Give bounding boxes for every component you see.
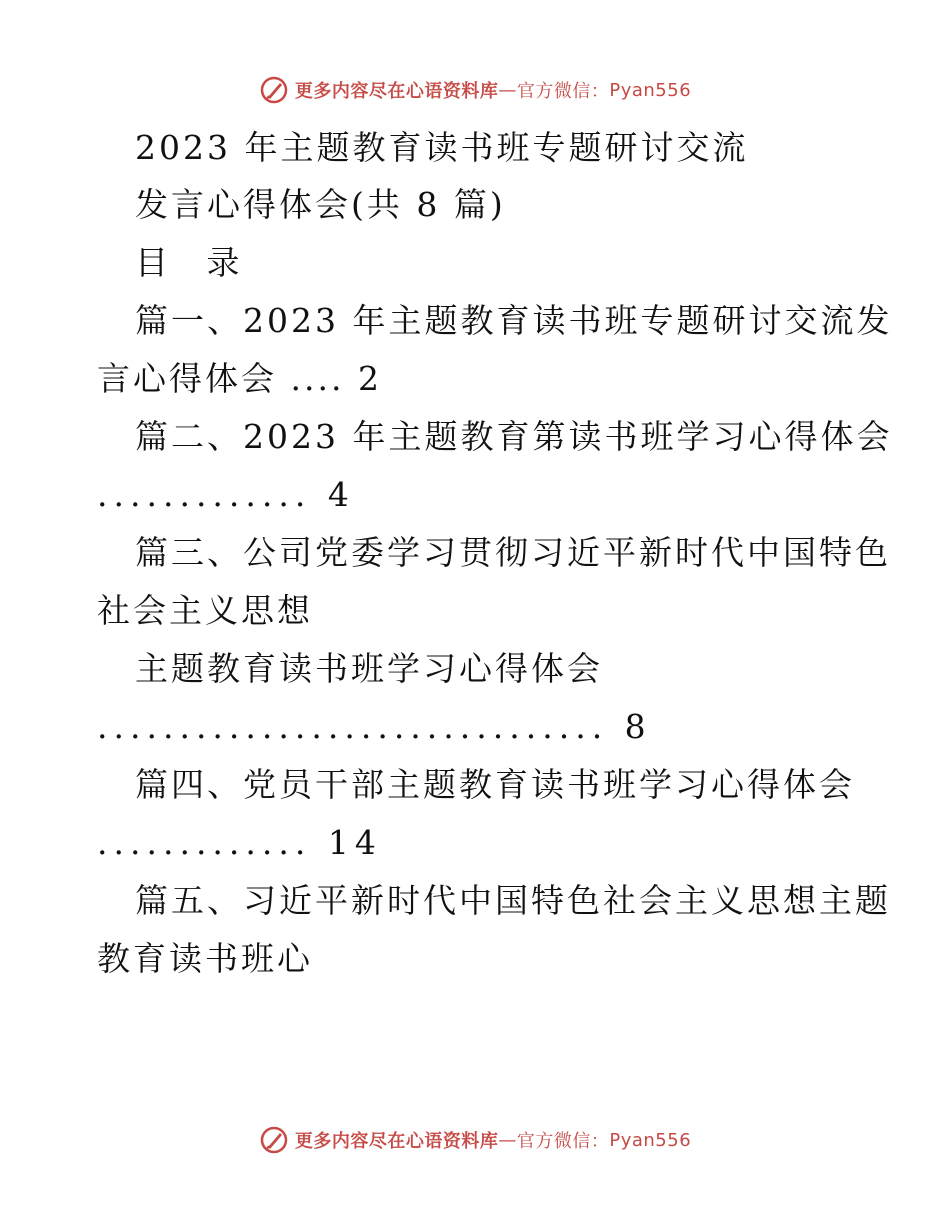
quill-pen-icon — [259, 75, 289, 105]
toc-entry-2-line2[interactable]: ............. 4 — [97, 475, 355, 514]
doc-title-line2: 发言心得体会(共 8 篇) — [135, 185, 506, 224]
toc-entry-5-line1[interactable]: 篇五、习近平新时代中国特色社会主义思想主题 — [135, 881, 891, 920]
watermark-banner-bottom — [0, 1120, 950, 1160]
toc-entry-2-line1[interactable]: 篇二、2023 年主题教育第读书班学习心得体会 — [135, 417, 893, 456]
watermark-brand: 更多内容尽在心语资料库 — [294, 1131, 499, 1152]
watermark-contact-label: 官方微信： — [516, 1131, 610, 1152]
toc-entry-3-line3[interactable]: 主题教育读书班学习心得体会 — [135, 649, 603, 688]
doc-title-line1: 2023 年主题教育读书班专题研讨交流 — [135, 128, 749, 167]
toc-entry-4-line2[interactable]: ............. 14 — [97, 823, 382, 862]
toc-heading: 目 录 — [135, 243, 254, 282]
toc-entry-4-line1[interactable]: 篇四、党员干部主题教育读书班学习心得体会 — [135, 765, 855, 804]
watermark-separator: — — [498, 1129, 517, 1151]
watermark-banner-top — [0, 70, 950, 110]
watermark-handle: Pyan556 — [609, 79, 692, 101]
toc-entry-1-line2[interactable]: 言心得体会 .... 2 — [97, 359, 382, 398]
toc-entry-3-line4[interactable]: ............................... 8 — [97, 707, 652, 746]
watermark-separator: — — [498, 79, 517, 101]
watermark-brand: 更多内容尽在心语资料库 — [294, 81, 499, 102]
watermark-handle: Pyan556 — [609, 1129, 692, 1151]
toc-entry-3-line1[interactable]: 篇三、公司党委学习贯彻习近平新时代中国特色 — [135, 533, 891, 572]
toc-entry-1-line1[interactable]: 篇一、2023 年主题教育读书班专题研讨交流发 — [135, 301, 893, 340]
toc-entry-3-line2[interactable]: 社会主义思想 — [97, 591, 313, 630]
watermark-contact-label: 官方微信： — [516, 81, 610, 102]
toc-entry-5-line2[interactable]: 教育读书班心 — [97, 939, 313, 978]
quill-pen-icon — [259, 1125, 289, 1155]
